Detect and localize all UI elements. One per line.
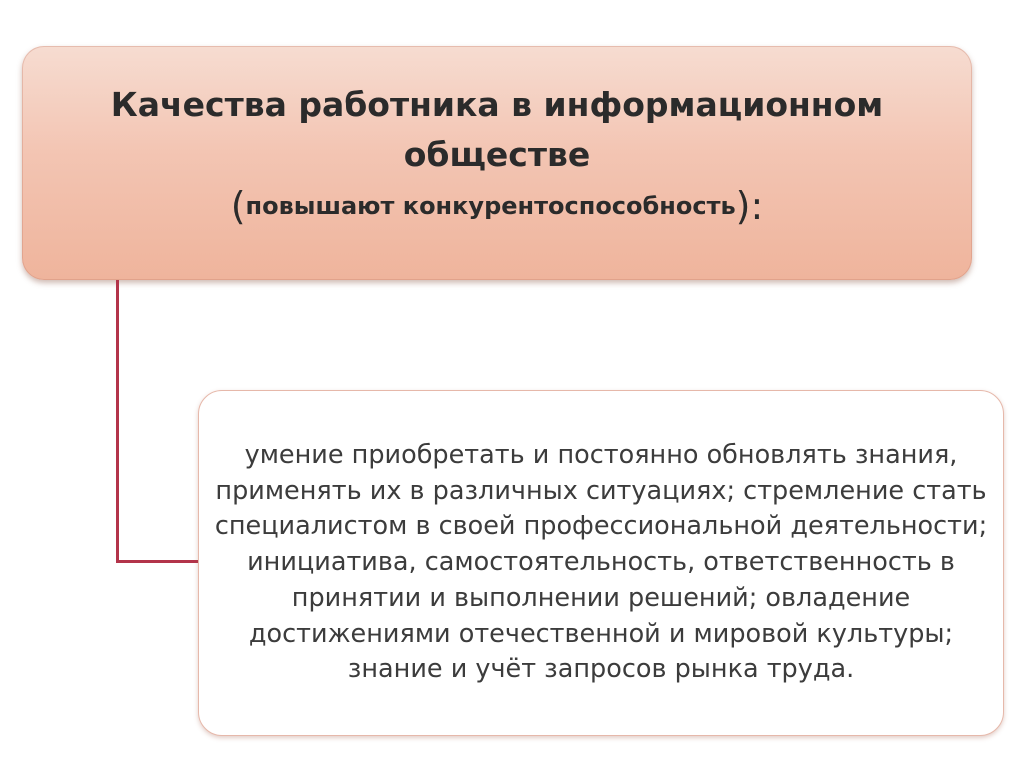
subtitle-open-paren: ( [230, 184, 246, 228]
header-subtitle [231, 184, 764, 228]
qualities-text: умение приобретать и постоянно обновлять знания, применять их в различных ситуациях; стремление стать специалистом в своей профессиональной деятельности; инициатива, самостоятельность, ответственность в принятии и выполнении решений; овладение достижениями отечественной и мировой культуры; знание и учёт запросов рынка труда. [214, 439, 988, 685]
header-title: Качества работника в информационном обществе [110, 85, 884, 174]
connector-line [116, 280, 200, 563]
subtitle-text: повышают конкурентоспособность [245, 192, 736, 220]
header-box [22, 46, 972, 280]
subtitle-close-paren: ): [735, 184, 764, 228]
qualities-box [198, 390, 1004, 736]
